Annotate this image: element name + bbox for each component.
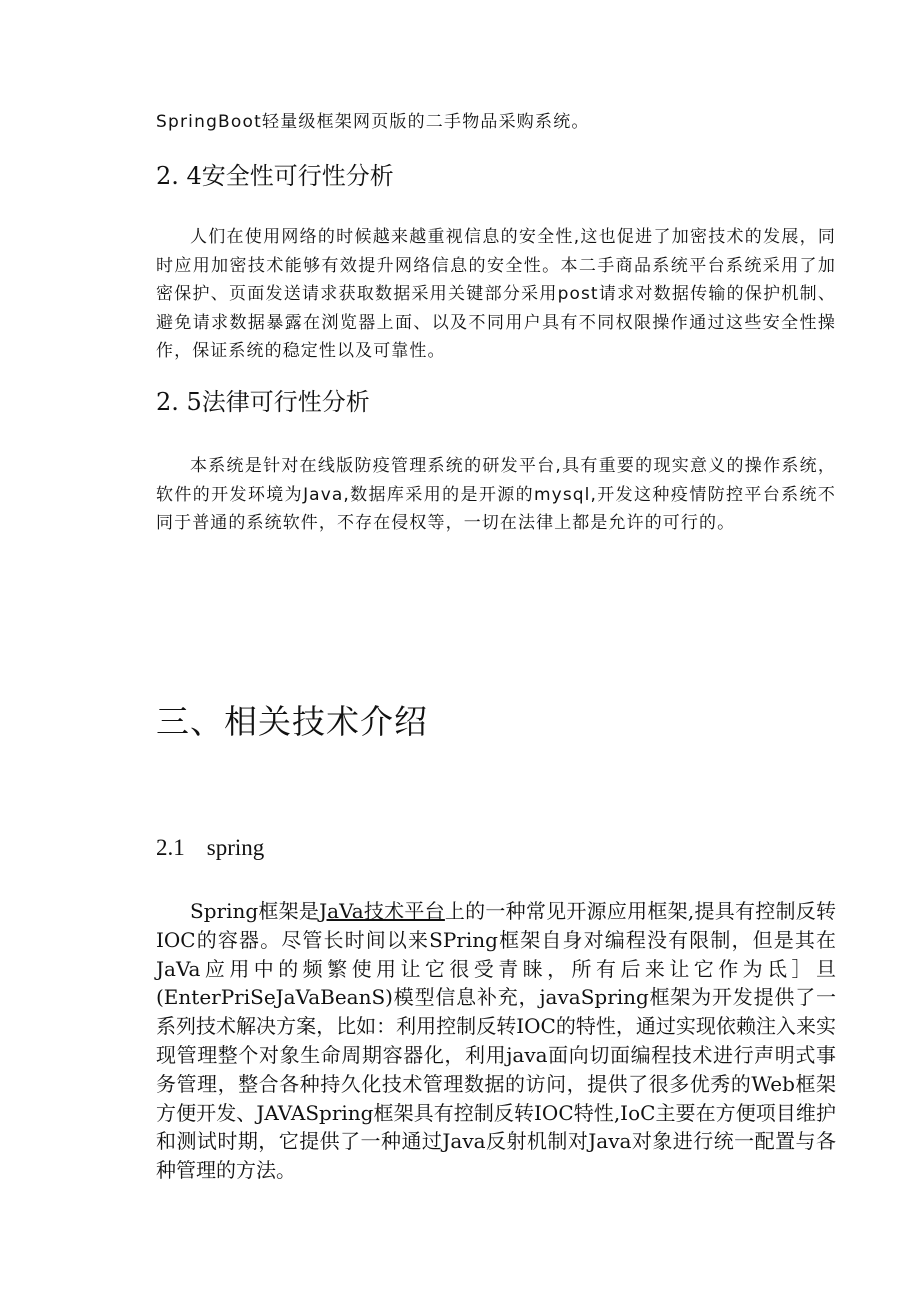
section-2-1-paragraph	[156, 897, 836, 1185]
section-2-1-heading	[156, 833, 264, 863]
section-2-1-title: spring	[206, 835, 265, 860]
spring-paragraph-start: Spring框架是	[190, 899, 320, 923]
java-platform-link[interactable]: JaVa技术平台	[319, 899, 445, 923]
section-2-5-heading: 2. 5法律可行性分析	[156, 388, 370, 416]
section-2-1-number: 2.1	[156, 835, 185, 860]
spring-paragraph-rest: 上的一种常见开源应用框架,提具有控制反转IOC的容器。尽管长时间以来SPring框架自身对编程没有限制，但是其在JaVa应用中的频繁使用让它很受青睐，所有后来让它作为氐］旦(EnterPriSeJaVaBeanS)模型信息补充，javaSpring框架为开发提供了一系列技术解决方案，比如：利用控制反转IOC的特性，通过实现依赖注入来实现管理整个对象生命周期容器化，利用java面向切面编程技术进行声明式事务管理，整合各种持久化技术管理数据的访问，提供了很多优秀的Web框架方便开发、JAVASpring框架具有控制反转IOC特性,IoC主要在方便项目维护和测试时期，它提供了一种通过Java反射机制对Java对象进行统一配置与各种管理的方法。	[156, 899, 836, 1183]
section-2-5-paragraph: 本系统是针对在线版防疫管理系统的研发平台,具有重要的现实意义的操作系统，软件的开发环境为Java,数据库采用的是开源的mysql,开发这种疫情防控平台系统不同于普通的系统软件，不存在侵权等，一切在法律上都是允许的可行的。	[156, 456, 836, 533]
intro-line: SpringBoot轻量级框架网页版的二手物品采购系统。	[156, 112, 590, 132]
section-2-4-paragraph: 人们在使用网络的时候越来越重视信息的安全性,这也促进了加密技术的发展，同时应用加密技术能够有效提升网络信息的安全性。本二手商品系统平台系统采用了加密保护、页面发送请求获取数据采用关键部分采用post请求对数据传输的保护机制、避免请求数据暴露在浏览器上面、以及不同用户具有不同权限操作通过这些安全性操作，保证系统的稳定性以及可靠性。	[156, 227, 836, 361]
section-2-4-heading: 2. 4安全性可行性分析	[156, 162, 394, 190]
chapter-3-title: 三、相关技术介绍	[156, 702, 428, 741]
